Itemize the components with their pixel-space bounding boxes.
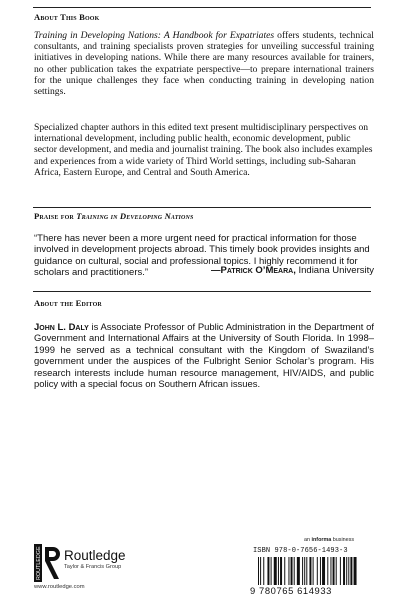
about-editor-heading: About the Editor (34, 298, 102, 308)
publisher-name: Routledge (64, 548, 126, 563)
barcode-bar (350, 557, 352, 585)
barcode-bar (291, 557, 293, 585)
informa-suffix: business (331, 537, 355, 543)
isbn-label: ISBN 978-0-7656-1493-3 (253, 547, 348, 555)
barcode-bar (317, 557, 318, 585)
barcode-bar (267, 557, 269, 585)
barcode-digits: 9 780765 614933 (250, 585, 332, 596)
informa-prefix: an (304, 537, 312, 543)
top-rule (33, 7, 371, 8)
logo-vertical-tag: ROUTLEDGE (36, 546, 42, 580)
barcode-bar (288, 557, 289, 585)
praise-rule (33, 207, 371, 208)
barcode-bar (333, 557, 335, 585)
barcode-bar (284, 557, 285, 585)
praise-attribution (34, 265, 374, 276)
barcode-bar (336, 557, 337, 585)
praise-heading (34, 211, 194, 221)
praise-quote: “There has never been a more urgent need for practical information for those involved in development projects abroad. This timely book provides insights and guidance on cultural, social and professional topics. I highly recommend it for scholars and practitioners.” (34, 233, 370, 278)
barcode-bar (274, 557, 277, 585)
about-book-heading: About This Book (34, 12, 100, 22)
barcode-bar (297, 557, 300, 585)
barcode-bar (343, 557, 345, 585)
barcode-bar (304, 557, 305, 585)
barcode-bar (263, 557, 264, 585)
barcode-bar (320, 557, 321, 585)
about-book-paragraph-1-text: offers students, technical consultants, and training specialists proven strategies for unveiling successful training initiatives in developing nations. While there are many resources available for trainers, no other publication takes the expatriate perspective—to prepare international trainers for the unique challenges they face when conducting training in developing nation settings. (34, 30, 374, 98)
barcode-bar (294, 557, 295, 585)
barcode-bar (322, 557, 325, 585)
praise-heading-title: Training in Developing Nations (76, 211, 194, 221)
book-title-italic: Training in Developing Nations: A Handbook for Expatriates (34, 30, 275, 41)
publisher-group: Taylor & Francis Group (64, 564, 122, 570)
editor-rule (33, 291, 371, 292)
barcode-bar (306, 557, 307, 585)
attribution-affiliation: Indiana University (295, 265, 374, 276)
informa-tagline (304, 537, 354, 543)
barcode-bar (354, 557, 357, 585)
barcode-bar (271, 557, 272, 585)
about-book-paragraph-1 (34, 30, 374, 97)
barcode-bar (313, 557, 314, 585)
barcode-icon (258, 557, 366, 585)
about-book-paragraph-2: Specialized chapter authors in this edited text present multidisciplinary perspectives on international development, including public health, economic development, public sector development, and media and journalist training. The book also includes examples and experiences from a wide variety of Third World settings, including sub-Saharan Africa, Eastern Europe, and Central and South America. (34, 122, 373, 178)
barcode-bar (309, 557, 311, 585)
barcode-bar (258, 557, 259, 585)
editor-bio (34, 322, 374, 391)
barcode-bar (280, 557, 282, 585)
barcode-bar (302, 557, 303, 585)
publisher-url[interactable]: www.routledge.com (34, 584, 85, 590)
barcode-bar (340, 557, 341, 585)
informa-brand: informa (311, 537, 332, 543)
barcode-bar (260, 557, 261, 585)
routledge-logo-icon (34, 544, 62, 582)
editor-name: John L. Daly (34, 322, 89, 333)
attribution-name: —Patrick O’Meara, (211, 265, 296, 276)
editor-bio-text: is Associate Professor of Public Administration in the Department of Government and International Affairs at the University of South Florida. In 1998–1999 he served as a technical consultant with the Kingdom of Swaziland’s government under the auspices of the Fulbright Senior Scholar’s program. His research interests include human resource management, HIV/AIDS, and public policy with a special focus on Southern African issues. (34, 322, 375, 391)
barcode-bar (327, 557, 328, 585)
praise-heading-prefix: Praise for (34, 211, 77, 221)
barcode-bar (330, 557, 331, 585)
barcode-bar (278, 557, 279, 585)
barcode-bar (348, 557, 349, 585)
barcode-bar (346, 557, 347, 585)
